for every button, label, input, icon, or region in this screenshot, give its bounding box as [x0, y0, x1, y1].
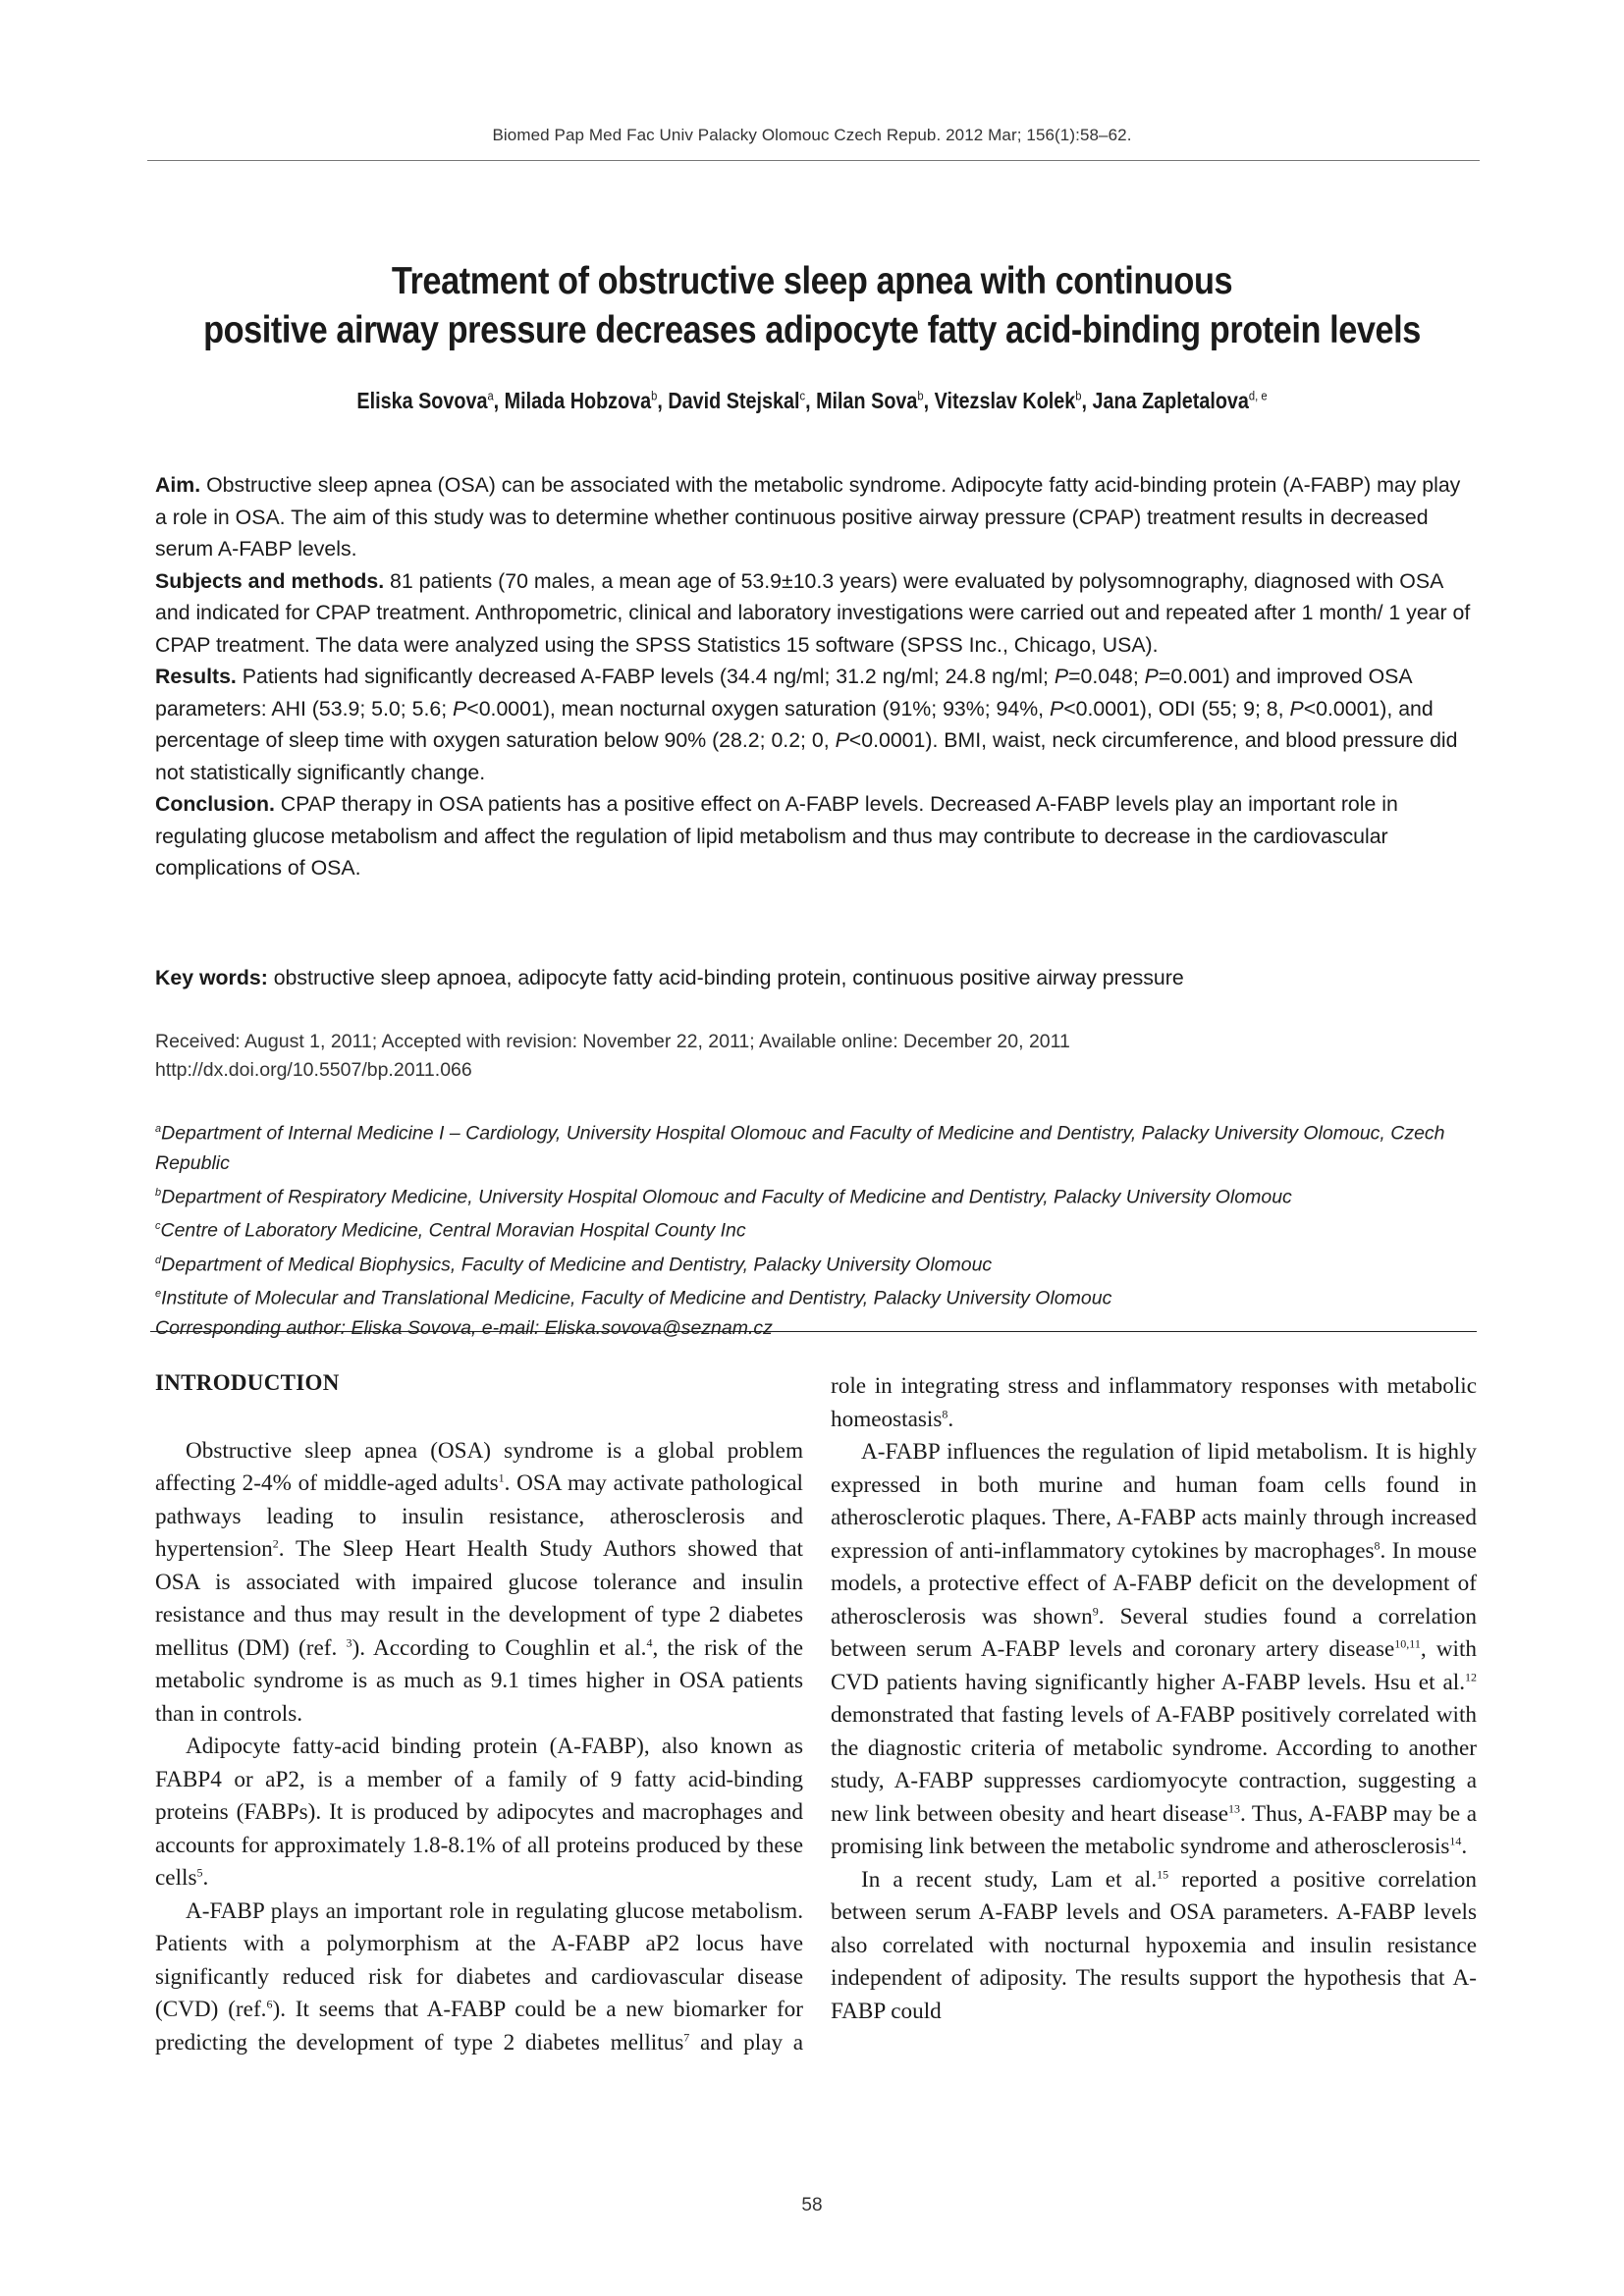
- reference-mark: 3: [346, 1634, 352, 1649]
- doi-link[interactable]: http://dx.doi.org/10.5507/bp.2011.066: [155, 1059, 472, 1081]
- affiliation-item: $^d$Department of Medical Biophysics, Faculty of Medicine and Dentistry, Palacky University Olomouc: [155, 1254, 993, 1275]
- author-affiliation-mark: b: [651, 388, 658, 403]
- reference-mark: 12: [1465, 1669, 1477, 1683]
- affiliation-list: [155, 1114, 1477, 1313]
- affiliation-mark: e: [155, 1288, 162, 1300]
- reference-mark: 10,11: [1394, 1636, 1421, 1651]
- author-affiliation-mark: b: [917, 388, 924, 403]
- intro-paragraph-1: Obstructive sleep apnea (OSA) syndrome is a global problem affecting 2-4% of middle-aged adults$^1$. OSA may activate pathological pathways leading to insulin resistance, atherosclerosis and hypertension$^2$. The Sleep Heart Health Study Authors showed that OSA is associated with impaired glucose tolerance and insulin resistance and thus may result in the development of type 2 diabetes mellitus (DM) (ref. $^3$). According to Coughlin et al.$^4$, the risk of the metabolic syndrome is as much as 9.1 times higher in OSA patients than in controls.: [155, 1437, 804, 1727]
- abstract-methods: [155, 565, 1477, 662]
- running-header: Biomed Pap Med Fac Univ Palacky Olomouc Czech Repub. 2012 Mar; 156(1):58–62.: [492, 126, 1132, 144]
- introduction-heading: INTRODUCTION: [155, 1370, 340, 1395]
- affiliation-item: $^b$Department of Respiratory Medicine, University Hospital Olomouc and Faculty of Medicine and Dentistry, Palacky University Olomouc: [155, 1186, 1292, 1207]
- intro-paragraph-5: In a recent study, Lam et al.$^{15}$ reported a positive correlation between serum A-FABP levels and OSA parameters. A-FABP levels also correlated with nocturnal hypoxemia and insulin resistance independent of adiposity. The results support the hypothesis that A-FABP could: [831, 1866, 1477, 2024]
- abstract: [155, 469, 1477, 884]
- author-name: Eliska Sovova: [356, 388, 488, 413]
- author-affiliation-mark: c: [799, 388, 806, 403]
- reference-mark: 8: [1374, 1537, 1380, 1552]
- affiliation-mark: c: [155, 1220, 161, 1232]
- page-number: 58: [801, 2195, 823, 2216]
- affiliation-item: $^c$Centre of Laboratory Medicine, Central Moravian Hospital County Inc: [155, 1219, 746, 1242]
- reference-mark: 1: [498, 1470, 505, 1485]
- methods-label: Subjects and methods.: [155, 568, 385, 593]
- aim-text: Obstructive sleep apnea (OSA) can be associated with the metabolic syndrome. Adipocyte fatty acid-binding protein (A-FABP) may play a role in OSA. The aim of this study was to determine whether continuous positive airway pressure (CPAP) treatment results in decreased serum A-FABP levels.: [155, 473, 1461, 561]
- header-rule: [147, 160, 1480, 161]
- article-dates: [155, 1028, 1477, 1085]
- abstract-aim: [155, 469, 1477, 565]
- author-name: Milada Hobzova: [504, 388, 652, 413]
- column-left: [155, 1366, 803, 2059]
- author-affiliation-mark: d, e: [1248, 388, 1268, 403]
- results-label: Results.: [155, 665, 237, 688]
- reference-mark: 6: [266, 1997, 273, 2011]
- affiliations: [155, 1114, 1477, 1343]
- reference-mark: 5: [196, 1865, 203, 1880]
- conclusion-label: Conclusion.: [155, 792, 275, 816]
- reference-mark: 2: [272, 1536, 279, 1551]
- corresponding-author-label: Corresponding author: Eliska Sovova, e-mail:: [155, 1316, 545, 1339]
- author-name: Milan Sova: [816, 388, 918, 413]
- title-line-1: Treatment of obstructive sleep apnea with continuous: [391, 260, 1233, 302]
- affiliation-item: $^a$Department of Internal Medicine I – Cardiology, University Hospital Olomouc and Faculty of Medicine and Dentistry, Palacky University Olomouc, Czech Republic: [155, 1122, 1445, 1174]
- abstract-results: [155, 661, 1477, 788]
- reference-mark: 4: [646, 1634, 653, 1649]
- keywords: [155, 962, 1477, 993]
- reference-mark: 15: [1157, 1866, 1169, 1881]
- title-line-2: positive airway pressure decreases adipocyte fatty acid-binding protein levels: [203, 309, 1421, 351]
- affiliation-mark: b: [155, 1186, 162, 1199]
- affiliation-item: $^e$Institute of Molecular and Translational Medicine, Faculty of Medicine and Dentistry, Palacky University Olomouc: [155, 1287, 1112, 1309]
- article-title: [184, 257, 1440, 355]
- aim-label: Aim.: [155, 473, 201, 497]
- reference-mark: 13: [1228, 1800, 1240, 1815]
- conclusion-text: CPAP therapy in OSA patients has a positive effect on A-FABP levels. Decreased A-FABP levels play an important role in regulating glucose metabolism and affect the regulation of lipid metabolism and thus may contribute to decrease in the cardiovascular complications of OSA.: [155, 792, 1398, 880]
- keywords-label: Key words:: [155, 966, 268, 989]
- author-name: Jana Zapletalova: [1092, 388, 1249, 413]
- reference-mark: 7: [683, 2029, 690, 2044]
- corresponding-email[interactable]: Eliska.sovova@seznam.cz: [544, 1316, 773, 1339]
- author-name: David Stejskal: [668, 388, 800, 413]
- keywords-text: obstructive sleep apnoea, adipocyte fatty acid-binding protein, continuous positive airway pressure: [267, 966, 1184, 989]
- author-name: Vitezslav Kolek: [934, 388, 1076, 413]
- received-dates: Received: August 1, 2011; Accepted with revision: November 22, 2011; Available online: December 20, 2011: [155, 1031, 1070, 1052]
- results-text: Patients had significantly decreased A-FABP levels (34.4 ng/ml; 31.2 ng/ml; 24.8 ng/ml; P=0.048; P=0.001) and improved OSA parameters: AHI (53.9; 5.0; 5.6; P<0.0001), mean nocturnal oxygen saturation (91%; 93%; 94%, P<0.0001), ODI (55; 9; 8, P<0.0001), and percentage of sleep time with oxygen saturation below 90% (28.2; 0.2; 0, P<0.0001). BMI, waist, neck circumference, and blood pressure did not statistically significantly change.: [155, 665, 1458, 784]
- affiliation-mark: d: [155, 1254, 162, 1266]
- reference-mark: 8: [942, 1406, 948, 1420]
- reference-mark: 14: [1449, 1834, 1462, 1848]
- column-right: [831, 1370, 1477, 2028]
- author-affiliation-mark: b: [1075, 388, 1082, 403]
- author-affiliation-mark: a: [487, 388, 494, 403]
- abstract-conclusion: [155, 788, 1477, 884]
- intro-paragraph-3-continued: role in integrating stress and inflammatory responses with metabolic homeostasis$^8$.: [831, 1373, 1477, 1432]
- author-list: Eliska Sovova$^a$, Milada Hobzova$^b$, David Stejskal$^c$, Milan Sova$^b$, Vitezslav Kolek$^b$, Jana Zapletalova$^{d, e}$: [356, 388, 1268, 413]
- intro-paragraph-4: A-FABP influences the regulation of lipid metabolism. It is highly expressed in both murine and human foam cells found in atherosclerotic plaques. There, A-FABP acts mainly through increased expression of anti-inflammatory cytokines by macrophages$^8$. In mouse models, a protective effect of A-FABP deficit on the development of atherosclerosis was shown$^9$. Several studies found a correlation between serum A-FABP levels and coronary artery disease$^{10,11}$, with CVD patients having significantly higher A-FABP levels. Hsu et al.$^{12}$ demonstrated that fasting levels of A-FABP positively correlated with the diagnostic criteria of metabolic syndrome. According to another study, A-FABP suppresses cardiomyocyte contraction, suggesting a new link between obesity and heart disease$^{13}$. Thus, A-FABP may be a promising link between the metabolic syndrome and atherosclerosis$^{14}$.: [831, 1439, 1477, 1859]
- intro-paragraph-3: A-FABP plays an important role in regulating glucose metabolism. Patients with a polymorphism at the A-FABP aP2 locus have significantly reduced risk for diabetes and cardiovascular disease (CVD) (ref.$^6$). It seems that A-FABP could be a new biomarker for predicting the development of type 2 diabetes mellitus$^7$ and play a: [155, 1897, 803, 2056]
- methods-text: 81 patients (70 males, a mean age of 53.9±10.3 years) were evaluated by polysomnography, diagnosed with OSA and indicated for CPAP treatment. Anthropometric, clinical and laboratory investigations were carried out and repeated after 1 month/ 1 year of CPAP treatment. The data were analyzed using the SPSS Statistics 15 software (SPSS Inc., Chicago, USA).: [155, 568, 1471, 657]
- corresponding-author: [155, 1313, 1477, 1343]
- reference-mark: 9: [1092, 1603, 1099, 1618]
- intro-paragraph-2: Adipocyte fatty-acid binding protein (A-FABP), also known as FABP4 or aP2, is a member of a family of 9 fatty acid-binding proteins (FABPs). It is produced by adipocytes and macrophages and accounts for approximately 1.8-8.1% of all proteins produced by these cells$^5$.: [155, 1734, 803, 1891]
- affiliation-mark: a: [155, 1123, 162, 1135]
- section-divider: [150, 1331, 1477, 1332]
